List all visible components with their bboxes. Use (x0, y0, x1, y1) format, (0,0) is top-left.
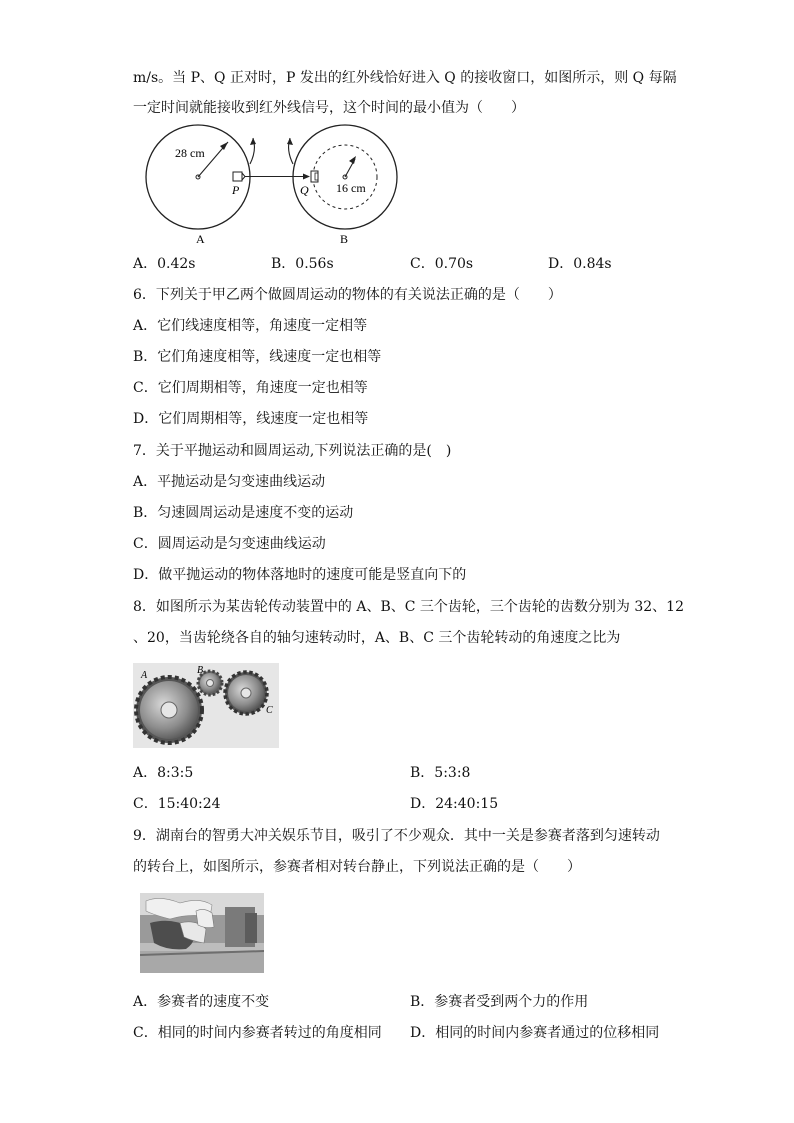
label-q: Q (300, 183, 309, 197)
q8-option-d[interactable]: D．24:40:15 (410, 796, 499, 812)
label-p: P (232, 183, 240, 197)
q8-option-a[interactable]: A．8:3:5 (133, 765, 194, 781)
q7-stem: 7．关于平抛运动和圆周运动,下列说法正确的是( ) (133, 443, 452, 459)
gear-label-c: C (266, 705, 273, 716)
q6-option-d[interactable]: D．它们周期相等，线速度一定也相等 (133, 411, 369, 427)
q9-stem-line2: 的转台上，如图所示，参赛者相对转台静止，下列说法正确的是（ ） (133, 859, 581, 875)
q9-option-c[interactable]: C．相同的时间内参赛者转过的角度相同 (133, 1025, 382, 1041)
q6-stem: 6．下列关于甲乙两个做圆周运动的物体的有关说法正确的是（ ） (133, 287, 562, 303)
q8-gear-figure (133, 663, 279, 748)
q5-option-d[interactable]: D．0.84s (548, 256, 612, 272)
q9-option-a[interactable]: A．参赛者的速度不变 (133, 994, 270, 1010)
q7-option-b[interactable]: B．匀速圆周运动是速度不变的运动 (133, 505, 354, 521)
q8-stem-line2: 、20，当齿轮绕各自的轴匀速转动时，A、B、C 三个齿轮转动的角速度之比为 (133, 630, 621, 646)
q5-stem-line2: 一定时间就能接收到红外线信号，这个时间的最小值为（ ） (133, 100, 525, 116)
q9-option-d[interactable]: D．相同的时间内参赛者通过的位移相同 (410, 1025, 660, 1041)
gear-label-b: B (197, 665, 204, 676)
q8-option-b[interactable]: B．5:3:8 (410, 765, 471, 781)
q8-stem-line1: 8．如图所示为某齿轮传动装置中的 A、B、C 三个齿轮，三个齿轮的齿数分别为 32、12 (133, 599, 684, 615)
emitter-p (233, 172, 242, 181)
gear-c (225, 672, 267, 714)
q6-option-c[interactable]: C．它们周期相等，角速度一定也相等 (133, 380, 368, 396)
label-disk-a: A (196, 232, 205, 246)
q8-option-c[interactable]: C．15:40:24 (133, 796, 221, 812)
q5-figure-disks (140, 122, 400, 248)
q6-option-a[interactable]: A．它们线速度相等，角速度一定相等 (133, 318, 368, 334)
q9-stem-line1: 9．湖南台的智勇大冲关娱乐节目，吸引了不少观众．其中一关是参赛者落到匀速转动 (133, 828, 660, 844)
q7-option-a[interactable]: A．平抛运动是匀变速曲线运动 (133, 474, 326, 490)
q5-stem-line1: m/s。当 P、Q 正对时，P 发出的红外线恰好进入 Q 的接收窗口，如图所示，则 Q 每隔 (133, 70, 677, 86)
q9-turntable-photo (140, 893, 264, 973)
gear-label-a: A (141, 670, 148, 681)
label-disk-b: B (340, 232, 349, 246)
q6-option-b[interactable]: B．它们角速度相等，线速度一定也相等 (133, 349, 382, 365)
q7-option-d[interactable]: D．做平抛运动的物体落地时的速度可能是竖直向下的 (133, 567, 467, 583)
q7-option-c[interactable]: C．圆周运动是匀变速曲线运动 (133, 536, 326, 552)
gear-a (136, 677, 202, 743)
q9-option-b[interactable]: B．参赛者受到两个力的作用 (410, 994, 589, 1010)
q5-option-a[interactable]: A．0.42s (133, 256, 196, 272)
disk-b-radius-label: 16 cm (336, 181, 366, 195)
disk-a-radius-label: 28 cm (175, 146, 205, 160)
q5-option-c[interactable]: C．0.70s (410, 256, 474, 272)
q5-option-b[interactable]: B．0.56s (271, 256, 334, 272)
